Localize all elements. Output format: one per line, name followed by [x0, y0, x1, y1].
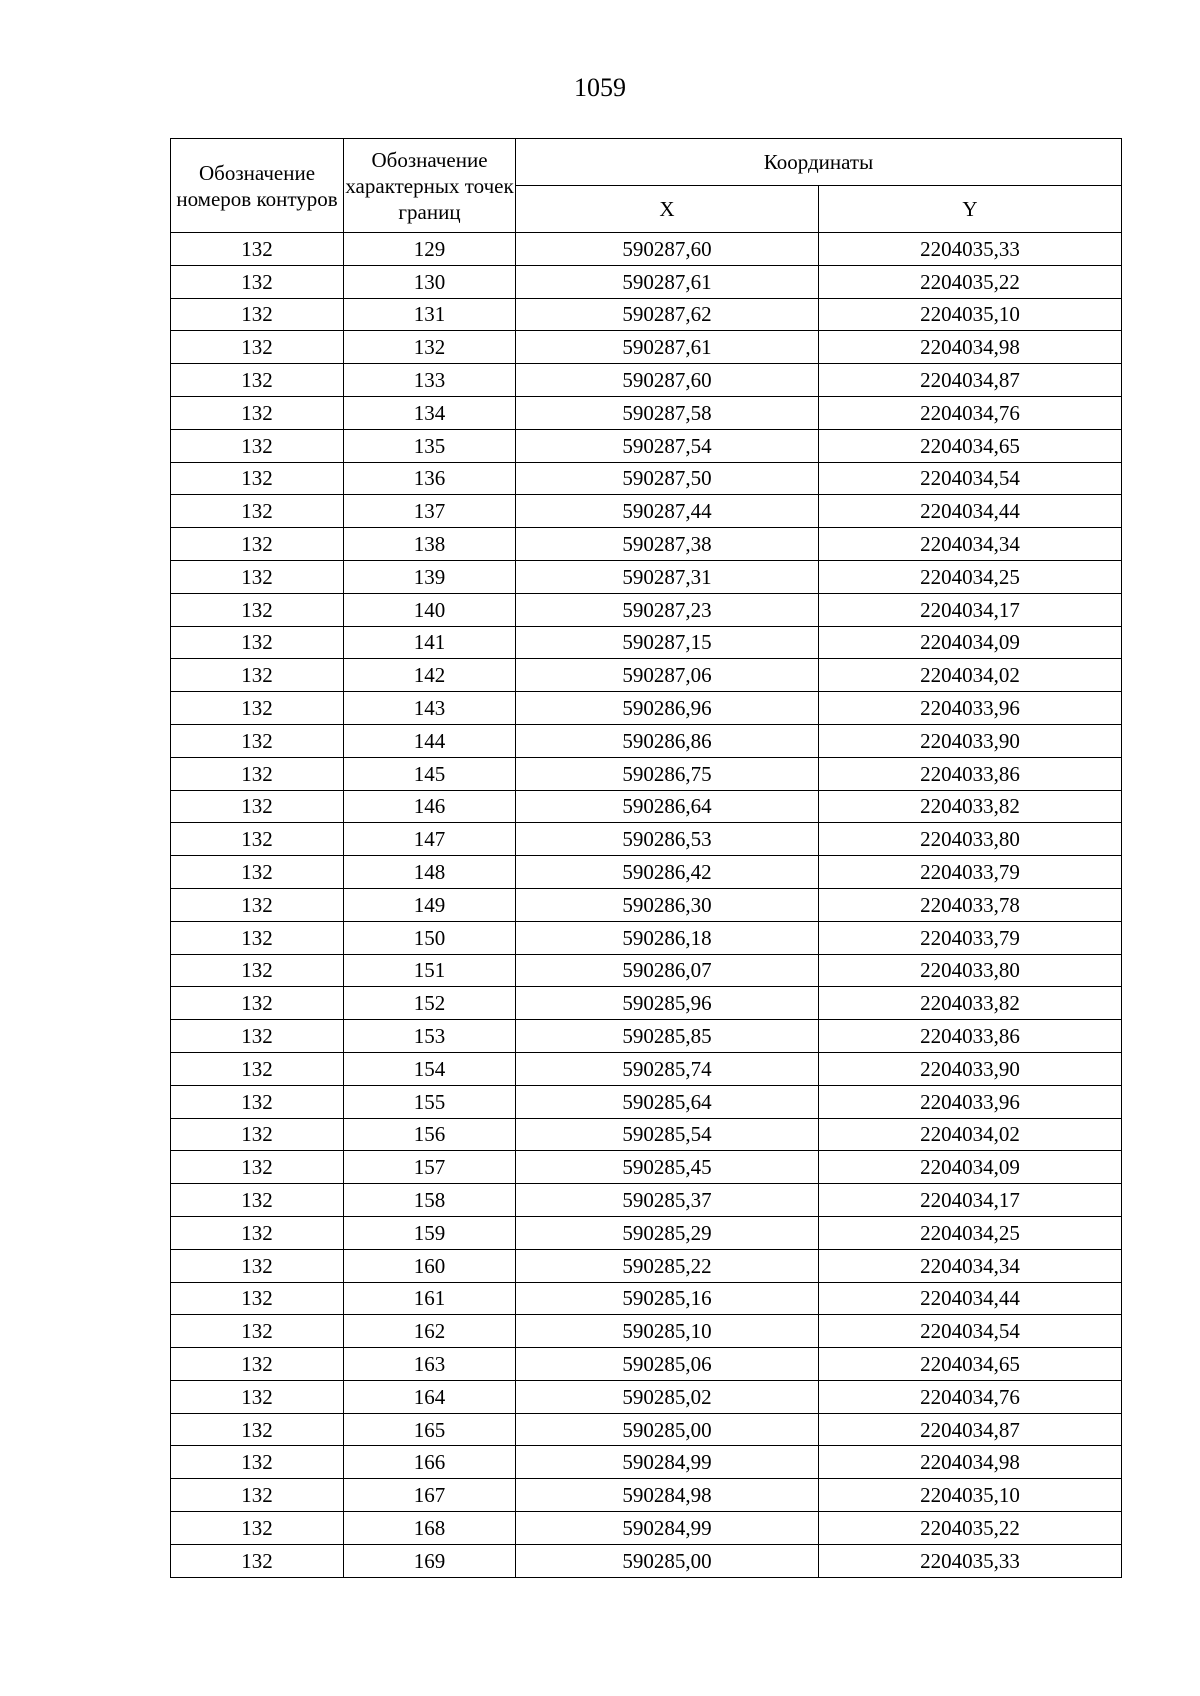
cell-x: 590285,64 — [516, 1085, 819, 1118]
cell-contour-number: 132 — [171, 888, 344, 921]
table-row — [171, 1216, 1122, 1249]
coordinates-table — [170, 138, 1122, 1578]
cell-point-number: 136 — [344, 462, 516, 495]
cell-contour-number: 132 — [171, 1446, 344, 1479]
cell-x: 590285,54 — [516, 1118, 819, 1151]
cell-point-number: 164 — [344, 1380, 516, 1413]
cell-x: 590285,29 — [516, 1216, 819, 1249]
cell-contour-number: 132 — [171, 331, 344, 364]
cell-point-number: 162 — [344, 1315, 516, 1348]
cell-y: 2204034,02 — [819, 1118, 1122, 1151]
cell-contour-number: 132 — [171, 495, 344, 528]
cell-x: 590286,42 — [516, 856, 819, 889]
cell-y: 2204034,34 — [819, 528, 1122, 561]
cell-x: 590287,23 — [516, 593, 819, 626]
cell-contour-number: 132 — [171, 954, 344, 987]
cell-point-number: 150 — [344, 921, 516, 954]
table-header — [171, 139, 1122, 233]
table-row — [171, 856, 1122, 889]
cell-x: 590285,96 — [516, 987, 819, 1020]
cell-y: 2204034,98 — [819, 1446, 1122, 1479]
cell-y: 2204034,09 — [819, 626, 1122, 659]
cell-point-number: 138 — [344, 528, 516, 561]
cell-contour-number: 132 — [171, 1052, 344, 1085]
table-row — [171, 987, 1122, 1020]
table-row — [171, 396, 1122, 429]
table-row — [171, 1315, 1122, 1348]
cell-contour-number: 132 — [171, 1184, 344, 1217]
cell-x: 590285,37 — [516, 1184, 819, 1217]
header-contour-numbers: Обозначение номеров контуров — [171, 139, 344, 233]
cell-x: 590285,22 — [516, 1249, 819, 1282]
cell-x: 590286,96 — [516, 692, 819, 725]
cell-x: 590285,02 — [516, 1380, 819, 1413]
cell-point-number: 154 — [344, 1052, 516, 1085]
table-row — [171, 233, 1122, 266]
table-row — [171, 593, 1122, 626]
cell-y: 2204034,17 — [819, 1184, 1122, 1217]
table-row — [171, 528, 1122, 561]
cell-x: 590285,00 — [516, 1544, 819, 1577]
cell-contour-number: 132 — [171, 1315, 344, 1348]
cell-contour-number: 132 — [171, 1348, 344, 1381]
cell-y: 2204033,78 — [819, 888, 1122, 921]
table-row — [171, 659, 1122, 692]
cell-point-number: 166 — [344, 1446, 516, 1479]
cell-y: 2204033,96 — [819, 692, 1122, 725]
cell-y: 2204033,80 — [819, 823, 1122, 856]
cell-x: 590286,30 — [516, 888, 819, 921]
cell-y: 2204035,10 — [819, 1479, 1122, 1512]
table-row — [171, 1544, 1122, 1577]
cell-y: 2204034,17 — [819, 593, 1122, 626]
cell-point-number: 161 — [344, 1282, 516, 1315]
cell-y: 2204035,10 — [819, 298, 1122, 331]
table-row — [171, 495, 1122, 528]
cell-x: 590285,74 — [516, 1052, 819, 1085]
cell-contour-number: 132 — [171, 528, 344, 561]
cell-x: 590286,53 — [516, 823, 819, 856]
cell-y: 2204034,25 — [819, 560, 1122, 593]
table-row — [171, 265, 1122, 298]
cell-x: 590287,38 — [516, 528, 819, 561]
cell-x: 590286,86 — [516, 724, 819, 757]
table-row — [171, 1380, 1122, 1413]
cell-contour-number: 132 — [171, 921, 344, 954]
table-row — [171, 823, 1122, 856]
cell-point-number: 139 — [344, 560, 516, 593]
cell-y: 2204035,22 — [819, 1512, 1122, 1545]
cell-point-number: 169 — [344, 1544, 516, 1577]
cell-y: 2204034,25 — [819, 1216, 1122, 1249]
header-y: Y — [819, 186, 1122, 233]
cell-contour-number: 132 — [171, 265, 344, 298]
cell-point-number: 129 — [344, 233, 516, 266]
cell-y: 2204033,86 — [819, 1020, 1122, 1053]
table-row — [171, 626, 1122, 659]
table-row — [171, 921, 1122, 954]
cell-point-number: 149 — [344, 888, 516, 921]
cell-contour-number: 132 — [171, 626, 344, 659]
cell-contour-number: 132 — [171, 1249, 344, 1282]
page-number: 1059 — [574, 73, 626, 102]
cell-x: 590284,99 — [516, 1446, 819, 1479]
cell-point-number: 137 — [344, 495, 516, 528]
cell-x: 590287,44 — [516, 495, 819, 528]
cell-y: 2204033,79 — [819, 856, 1122, 889]
cell-contour-number: 132 — [171, 1544, 344, 1577]
cell-y: 2204034,65 — [819, 429, 1122, 462]
table-row — [171, 429, 1122, 462]
cell-contour-number: 132 — [171, 298, 344, 331]
cell-point-number: 148 — [344, 856, 516, 889]
cell-y: 2204033,86 — [819, 757, 1122, 790]
cell-contour-number: 132 — [171, 757, 344, 790]
cell-y: 2204034,54 — [819, 462, 1122, 495]
cell-contour-number: 132 — [171, 462, 344, 495]
header-coordinates: Координаты — [516, 139, 1122, 186]
table-row — [171, 954, 1122, 987]
table-row — [171, 1020, 1122, 1053]
cell-x: 590287,06 — [516, 659, 819, 692]
cell-point-number: 151 — [344, 954, 516, 987]
cell-contour-number: 132 — [171, 659, 344, 692]
table-row — [171, 1413, 1122, 1446]
cell-x: 590286,75 — [516, 757, 819, 790]
table-row — [171, 1249, 1122, 1282]
cell-x: 590285,45 — [516, 1151, 819, 1184]
cell-contour-number: 132 — [171, 1413, 344, 1446]
cell-contour-number: 132 — [171, 364, 344, 397]
cell-point-number: 131 — [344, 298, 516, 331]
cell-x: 590287,50 — [516, 462, 819, 495]
cell-x: 590286,64 — [516, 790, 819, 823]
cell-y: 2204035,33 — [819, 233, 1122, 266]
cell-y: 2204035,33 — [819, 1544, 1122, 1577]
cell-x: 590286,07 — [516, 954, 819, 987]
cell-contour-number: 132 — [171, 1151, 344, 1184]
cell-contour-number: 132 — [171, 692, 344, 725]
cell-x: 590287,58 — [516, 396, 819, 429]
cell-contour-number: 132 — [171, 1020, 344, 1053]
cell-point-number: 157 — [344, 1151, 516, 1184]
cell-point-number: 158 — [344, 1184, 516, 1217]
cell-point-number: 167 — [344, 1479, 516, 1512]
cell-point-number: 153 — [344, 1020, 516, 1053]
cell-contour-number: 132 — [171, 396, 344, 429]
cell-y: 2204034,65 — [819, 1348, 1122, 1381]
table-row — [171, 790, 1122, 823]
cell-point-number: 147 — [344, 823, 516, 856]
table-row — [171, 1052, 1122, 1085]
cell-contour-number: 132 — [171, 790, 344, 823]
cell-point-number: 152 — [344, 987, 516, 1020]
cell-x: 590287,15 — [516, 626, 819, 659]
cell-point-number: 165 — [344, 1413, 516, 1446]
cell-point-number: 146 — [344, 790, 516, 823]
table-body — [171, 233, 1122, 1578]
cell-point-number: 163 — [344, 1348, 516, 1381]
cell-contour-number: 132 — [171, 1479, 344, 1512]
cell-point-number: 143 — [344, 692, 516, 725]
table-row — [171, 1512, 1122, 1545]
table-row — [171, 692, 1122, 725]
cell-y: 2204034,98 — [819, 331, 1122, 364]
cell-y: 2204034,54 — [819, 1315, 1122, 1348]
cell-y: 2204034,44 — [819, 1282, 1122, 1315]
cell-y: 2204033,80 — [819, 954, 1122, 987]
cell-x: 590285,00 — [516, 1413, 819, 1446]
cell-contour-number: 132 — [171, 987, 344, 1020]
cell-x: 590285,16 — [516, 1282, 819, 1315]
cell-point-number: 135 — [344, 429, 516, 462]
cell-y: 2204033,90 — [819, 1052, 1122, 1085]
cell-contour-number: 132 — [171, 233, 344, 266]
header-boundary-points: Обозначение характерных точек границ — [344, 139, 516, 233]
cell-contour-number: 132 — [171, 1085, 344, 1118]
cell-contour-number: 132 — [171, 1118, 344, 1151]
cell-y: 2204035,22 — [819, 265, 1122, 298]
cell-y: 2204034,76 — [819, 1380, 1122, 1413]
cell-y: 2204034,87 — [819, 1413, 1122, 1446]
cell-x: 590286,18 — [516, 921, 819, 954]
table-row — [171, 1479, 1122, 1512]
cell-contour-number: 132 — [171, 593, 344, 626]
cell-contour-number: 132 — [171, 1282, 344, 1315]
cell-point-number: 156 — [344, 1118, 516, 1151]
cell-point-number: 142 — [344, 659, 516, 692]
header-x: X — [516, 186, 819, 233]
table-row — [171, 560, 1122, 593]
table-row — [171, 724, 1122, 757]
cell-y: 2204033,82 — [819, 987, 1122, 1020]
cell-contour-number: 132 — [171, 1216, 344, 1249]
cell-x: 590287,31 — [516, 560, 819, 593]
cell-x: 590285,10 — [516, 1315, 819, 1348]
table-row — [171, 1151, 1122, 1184]
cell-contour-number: 132 — [171, 856, 344, 889]
table-row — [171, 1184, 1122, 1217]
cell-point-number: 145 — [344, 757, 516, 790]
table-row — [171, 364, 1122, 397]
cell-contour-number: 132 — [171, 429, 344, 462]
cell-point-number: 132 — [344, 331, 516, 364]
table-row — [171, 1282, 1122, 1315]
cell-point-number: 159 — [344, 1216, 516, 1249]
cell-contour-number: 132 — [171, 560, 344, 593]
cell-y: 2204034,44 — [819, 495, 1122, 528]
table-row — [171, 331, 1122, 364]
cell-point-number: 133 — [344, 364, 516, 397]
table-row — [171, 1118, 1122, 1151]
cell-x: 590284,98 — [516, 1479, 819, 1512]
cell-y: 2204033,90 — [819, 724, 1122, 757]
table-row — [171, 888, 1122, 921]
cell-y: 2204034,34 — [819, 1249, 1122, 1282]
cell-contour-number: 132 — [171, 1380, 344, 1413]
cell-x: 590285,06 — [516, 1348, 819, 1381]
cell-y: 2204033,82 — [819, 790, 1122, 823]
table-row — [171, 1085, 1122, 1118]
cell-x: 590287,60 — [516, 233, 819, 266]
cell-contour-number: 132 — [171, 724, 344, 757]
cell-point-number: 134 — [344, 396, 516, 429]
cell-point-number: 168 — [344, 1512, 516, 1545]
cell-x: 590287,61 — [516, 265, 819, 298]
cell-x: 590287,54 — [516, 429, 819, 462]
cell-y: 2204034,09 — [819, 1151, 1122, 1184]
cell-point-number: 155 — [344, 1085, 516, 1118]
table-row — [171, 1348, 1122, 1381]
cell-x: 590285,85 — [516, 1020, 819, 1053]
cell-x: 590287,61 — [516, 331, 819, 364]
cell-point-number: 160 — [344, 1249, 516, 1282]
cell-y: 2204034,87 — [819, 364, 1122, 397]
cell-y: 2204033,79 — [819, 921, 1122, 954]
cell-point-number: 140 — [344, 593, 516, 626]
cell-contour-number: 132 — [171, 1512, 344, 1545]
cell-x: 590287,60 — [516, 364, 819, 397]
table-row — [171, 462, 1122, 495]
cell-y: 2204033,96 — [819, 1085, 1122, 1118]
table-row — [171, 1446, 1122, 1479]
table-row — [171, 298, 1122, 331]
cell-x: 590287,62 — [516, 298, 819, 331]
cell-x: 590284,99 — [516, 1512, 819, 1545]
cell-point-number: 141 — [344, 626, 516, 659]
cell-contour-number: 132 — [171, 823, 344, 856]
cell-point-number: 144 — [344, 724, 516, 757]
cell-y: 2204034,76 — [819, 396, 1122, 429]
cell-y: 2204034,02 — [819, 659, 1122, 692]
table-row — [171, 757, 1122, 790]
cell-point-number: 130 — [344, 265, 516, 298]
